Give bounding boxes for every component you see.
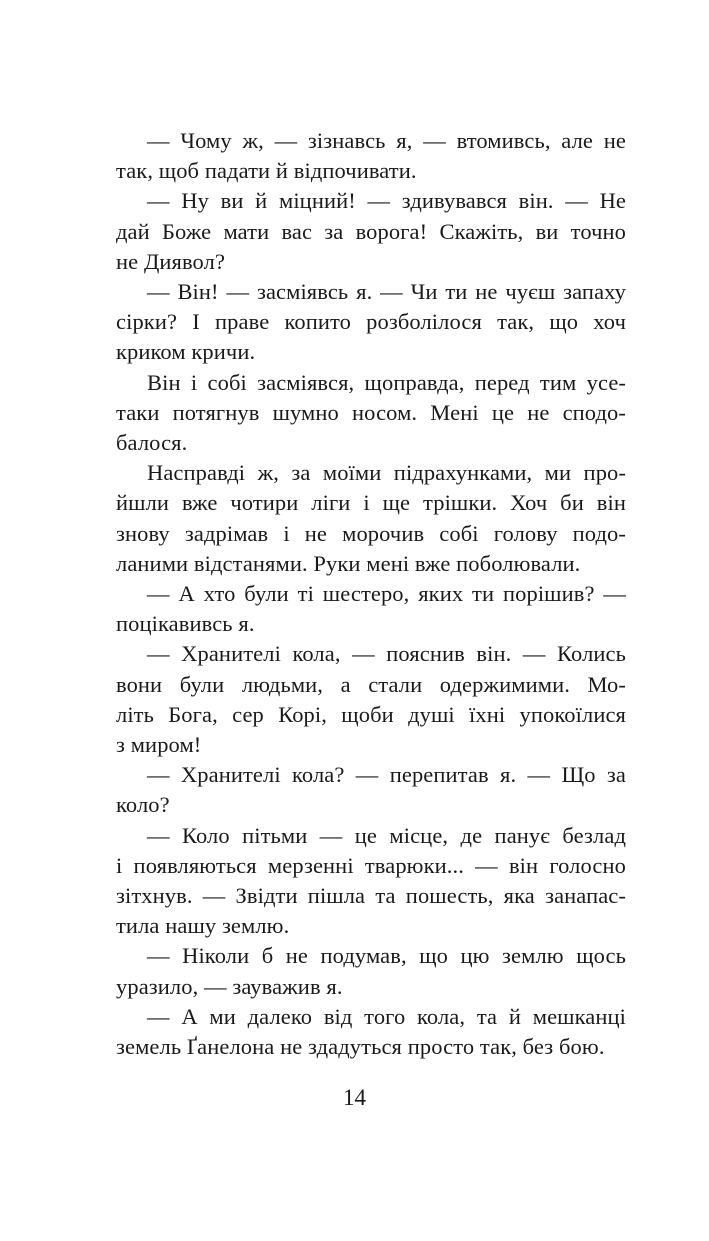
text-line: сірки? І праве копито розболілося так, що хоч — [116, 309, 626, 335]
paragraph — [116, 941, 626, 1001]
text-line: — Хранителі кола, — пояснив він. — Колись — [147, 641, 626, 667]
text-line: тила нашу землю. — [116, 913, 290, 939]
text-line: і появляються мерзенні тварюки... — він голосно — [116, 852, 626, 878]
paragraph — [116, 368, 626, 459]
text-line: таки потягнув шумно носом. Мені це не сподо- — [116, 399, 626, 425]
paragraph — [116, 821, 626, 942]
text-line: вони були людьми, а стали одержимими. Мо- — [116, 671, 626, 697]
text-line: йшли вже чотири ліги і ще трішки. Хоч би він — [116, 490, 626, 516]
paragraph — [116, 639, 626, 760]
text-line: не Диявол? — [116, 248, 226, 274]
text-line: коло? — [116, 792, 170, 818]
page-body — [116, 126, 626, 1062]
page-number: 14 — [343, 1085, 366, 1110]
paragraph — [116, 760, 626, 820]
text-line: Він і собі засміявся, щоправда, перед тим усе- — [147, 369, 626, 395]
paragraph — [116, 579, 626, 639]
text-line: — А ми далеко від того кола, та й мешканці — [147, 1003, 626, 1029]
paragraph — [116, 186, 626, 277]
paragraph — [116, 458, 626, 579]
text-line: з миром! — [116, 732, 202, 758]
text-line: дай Боже мати вас за ворога! Скажіть, ви точно — [116, 218, 626, 244]
text-line: — Чому ж, — зізнавсь я, — втомивсь, але не — [147, 128, 626, 153]
text-line: знову задрімав і не морочив собі голову подо- — [116, 520, 626, 546]
text-line: ланими відстанями. Руки мені вже поболювали. — [116, 550, 581, 576]
text-line: — Ну ви й міцний! — здивувався він. — Не — [147, 188, 626, 214]
paragraph — [116, 277, 626, 368]
text-line: — Коло пітьми — це місце, де панує безлад — [147, 822, 626, 848]
text-line: — Хранителі кола? — перепитав я. — Що за — [147, 762, 626, 788]
text-line: — Ніколи б не подумав, що цю землю щось — [147, 943, 626, 969]
text-line: поцікавивсь я. — [116, 611, 255, 637]
text-line: криком кричи. — [116, 339, 256, 365]
text-line: Насправді ж, за моїми підрахунками, ми про- — [147, 460, 626, 486]
text-line: — Він! — засміявсь я. — Чи ти не чуєш запаху — [147, 279, 626, 305]
text-line: земель Ґанелона не здадуться просто так, без бою. — [116, 1034, 605, 1060]
text-line: зітхнув. — Звідти пішла та пошесть, яка занапас- — [116, 883, 626, 909]
paragraph — [116, 126, 626, 186]
text-line: уразило, — зауважив я. — [116, 973, 343, 999]
text-line: балося. — [116, 430, 188, 456]
text-line: — А хто були ті шестеро, яких ти порішив? — — [147, 581, 626, 607]
text-line: літь Бога, сер Корі, щоби душі їхні упокоїлися — [116, 701, 626, 727]
paragraph — [116, 1002, 626, 1062]
text-line: так, щоб падати й відпочивати. — [116, 158, 417, 184]
